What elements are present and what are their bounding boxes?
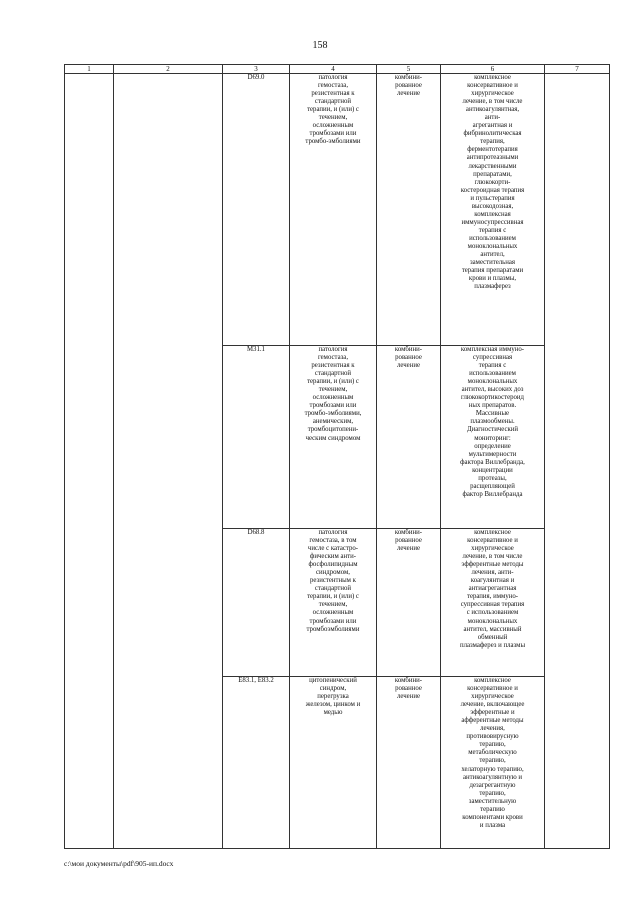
treatment-type-cell: [377, 677, 441, 849]
cell-line: заместительная: [469, 259, 516, 267]
cell-line: антипротеазными: [466, 154, 519, 162]
cell-line: тромбозами или: [309, 617, 357, 625]
cell-line: хелаторную терапию,: [461, 765, 524, 773]
cell-line: плазмаферез и плазмы: [459, 641, 526, 649]
cell-line: комплексная иммуно-: [460, 346, 525, 353]
condition-cell: [290, 677, 377, 849]
cell-line: фическим анти-: [309, 553, 357, 561]
cell-line: патология: [318, 74, 348, 81]
cell-line: фактора Виллебранда,: [460, 458, 525, 466]
cell-line: эфферентные методы: [461, 561, 524, 569]
cell-line: осложненным: [312, 609, 354, 617]
treatment-type-cell: [377, 74, 441, 346]
treatment-type-cell: [377, 346, 441, 529]
cell-line: консервативное и: [467, 537, 518, 545]
cell-line: протеазы,: [478, 474, 507, 482]
cell-line: осложненным: [312, 394, 354, 402]
condition-cell: [290, 346, 377, 529]
cell-line: комплексное: [474, 677, 511, 684]
empty-cell: [65, 74, 114, 849]
cell-line: комбини-: [394, 677, 423, 684]
cell-line: костероидная терапия: [460, 186, 525, 194]
cell-line: ферментотерапия: [467, 146, 518, 154]
cell-line: лечения,: [480, 725, 505, 733]
cell-line: антикоагулянтную и: [462, 773, 523, 781]
cell-line: с использованием: [466, 609, 519, 617]
code-cell: M31.1: [223, 346, 290, 529]
cell-line: патология: [318, 346, 348, 353]
cell-line: гемостаза,: [317, 354, 349, 362]
cell-line: терапию,: [479, 741, 506, 749]
cell-line: терапию,: [479, 757, 506, 765]
cell-line: лечение, включающее: [460, 701, 525, 709]
cell-line: антител, высоких доз: [461, 386, 524, 394]
cell-line: антиагрегантная: [468, 585, 517, 593]
cell-line: супрессивная терапия: [460, 601, 525, 609]
method-cell: [441, 74, 545, 346]
cell-line: рованное: [395, 685, 422, 693]
cell-line: тромбоцитопени-: [307, 426, 359, 434]
cell-line: метаболическую: [468, 749, 517, 757]
cell-line: медью: [323, 709, 343, 717]
cell-line: Диагностический: [466, 426, 519, 434]
cell-line: хирургическое: [471, 545, 514, 553]
cell-line: плазмообмены.: [470, 418, 515, 426]
cell-line: терапию: [480, 805, 505, 813]
cell-line: иммуносупрессивная: [461, 218, 524, 226]
cell-line: стандартной: [314, 585, 352, 593]
cell-line: гемостаза, в том: [309, 537, 357, 545]
cell-line: консервативное и: [467, 82, 518, 90]
cell-line: терапию,: [479, 789, 506, 797]
cell-line: комплексная: [474, 210, 511, 218]
cell-line: комбини-: [394, 529, 423, 536]
cell-line: агрегантная и: [472, 122, 513, 130]
cell-line: комбини-: [394, 74, 423, 81]
cell-line: моноклональных: [467, 242, 518, 250]
cell-line: моноклональных: [467, 378, 518, 386]
cell-line: стандартной: [314, 98, 352, 106]
document-table: [64, 64, 610, 849]
cell-line: моноклональных: [467, 617, 518, 625]
cell-line: использованием: [469, 234, 516, 242]
cell-line: эфферентные и: [470, 709, 515, 717]
cell-line: лечение: [397, 90, 420, 98]
cell-line: ческим синдромом: [305, 434, 361, 442]
cell-line: течением,: [318, 601, 348, 609]
code-cell: E83.1, E83.2: [223, 677, 290, 849]
cell-line: терапии, и (или) с: [307, 593, 359, 601]
cell-line: глюкокортикостероид: [461, 394, 524, 402]
cell-line: расщепляющей: [470, 482, 515, 490]
cell-line: терапия препаратами: [461, 267, 524, 275]
cell-line: мультимерности: [468, 450, 517, 458]
cell-line: лечение, в том числе: [462, 553, 523, 561]
cell-line: лечение: [397, 362, 420, 370]
cell-line: антикоагулянтная,: [465, 106, 520, 114]
cell-line: фосфолипидным: [308, 561, 358, 569]
header-row: [65, 65, 610, 74]
column-header: 2: [114, 65, 223, 74]
cell-line: железом, цинком и: [305, 701, 361, 709]
cell-line: течением,: [318, 114, 348, 122]
cell-line: гемостаза,: [317, 82, 349, 90]
cell-line: коагулянтная и: [470, 577, 515, 585]
cell-line: тромбозами или: [309, 402, 357, 410]
column-header: 7: [545, 65, 610, 74]
empty-cell: [114, 74, 223, 849]
table-row: [65, 74, 610, 346]
cell-line: афферентные методы: [461, 717, 524, 725]
cell-line: тромбо-эмболиями,: [304, 410, 362, 418]
cell-line: терапия с: [478, 226, 507, 234]
cell-line: резистентная к: [311, 362, 355, 370]
cell-line: глюкокорти-: [474, 178, 511, 186]
cell-line: стандартной: [314, 370, 352, 378]
cell-line: плазмаферез: [474, 283, 511, 291]
page-number: 158: [312, 40, 328, 51]
cell-line: перегрузка: [317, 693, 349, 701]
cell-line: высокодозная,: [471, 202, 514, 210]
cell-line: тромбозами или: [309, 130, 357, 138]
empty-cell: [545, 74, 610, 849]
cell-line: и плазма: [479, 821, 506, 829]
condition-cell: [290, 529, 377, 677]
cell-line: рованное: [395, 537, 422, 545]
cell-line: определение: [474, 442, 511, 450]
cell-line: препаратами,: [473, 170, 512, 178]
cell-line: осложненным: [312, 122, 354, 130]
cell-line: анемическим,: [312, 418, 354, 426]
cell-line: крови и плазмы,: [468, 275, 517, 283]
cell-line: антител,: [480, 251, 505, 259]
treatment-type-cell: [377, 529, 441, 677]
cell-line: лечение: [397, 693, 420, 701]
cell-line: комбини-: [394, 346, 423, 353]
code-cell: D68.8: [223, 529, 290, 677]
cell-line: цитопенический: [309, 677, 357, 684]
cell-line: хирургическое: [471, 693, 514, 701]
cell-line: течением,: [318, 386, 348, 394]
cell-line: резистентным к: [310, 577, 356, 585]
cell-line: терапия, иммуно-: [466, 593, 519, 601]
cell-line: противовирусную: [466, 733, 519, 741]
cell-line: Массивные: [475, 410, 510, 418]
cell-line: фактор Виллебранда: [462, 490, 523, 498]
cell-line: лечение, в том числе: [462, 98, 523, 106]
code-cell: D69.0: [223, 74, 290, 346]
cell-line: консервативное и: [467, 685, 518, 693]
cell-line: терапии, и (или) с: [307, 106, 359, 114]
cell-line: хирургическое: [471, 90, 514, 98]
cell-line: тромбо-эмболиями: [305, 138, 361, 146]
column-header: 5: [377, 65, 441, 74]
cell-line: рованное: [395, 82, 422, 90]
cell-line: числе с катастро-: [307, 545, 359, 553]
method-cell: [441, 346, 545, 529]
cell-line: анти-: [484, 114, 501, 122]
cell-line: тромбоэмболиями: [306, 625, 360, 633]
cell-line: резистентная к: [311, 90, 355, 98]
cell-line: антител, массивный: [463, 625, 522, 633]
cell-line: супрессивная: [472, 354, 513, 362]
cell-line: ных препаратов.: [468, 402, 517, 410]
cell-line: рованное: [395, 354, 422, 362]
cell-line: лечения, анти-: [471, 569, 514, 577]
column-header: 4: [290, 65, 377, 74]
column-header: 6: [441, 65, 545, 74]
cell-line: компонентами крови: [462, 813, 523, 821]
method-cell: [441, 529, 545, 677]
cell-line: синдромом,: [316, 569, 350, 577]
column-header: 3: [223, 65, 290, 74]
cell-line: заместительную: [468, 797, 517, 805]
cell-line: лекарственными: [468, 162, 517, 170]
cell-line: патология: [318, 529, 348, 536]
condition-cell: [290, 74, 377, 346]
cell-line: использованием: [469, 370, 516, 378]
cell-line: фибринолитическая: [463, 130, 522, 138]
cell-line: обменный: [477, 633, 508, 641]
file-path-footer: c:\мои документы\pdf\905-ип.docx: [64, 859, 174, 868]
cell-line: терапия с: [478, 362, 507, 370]
column-header: 1: [65, 65, 114, 74]
cell-line: терапии, и (или) с: [307, 378, 359, 386]
cell-line: комплексное: [474, 529, 511, 536]
cell-line: и пульстерапия: [470, 194, 515, 202]
cell-line: мониторинг:: [474, 434, 511, 442]
method-cell: [441, 677, 545, 849]
cell-line: лечение: [397, 545, 420, 553]
cell-line: концентрации: [472, 466, 513, 474]
cell-line: синдром,: [319, 685, 347, 693]
cell-line: дезагрегантную: [469, 781, 516, 789]
cell-line: терапия,: [480, 138, 505, 146]
cell-line: комплексное: [474, 74, 511, 81]
